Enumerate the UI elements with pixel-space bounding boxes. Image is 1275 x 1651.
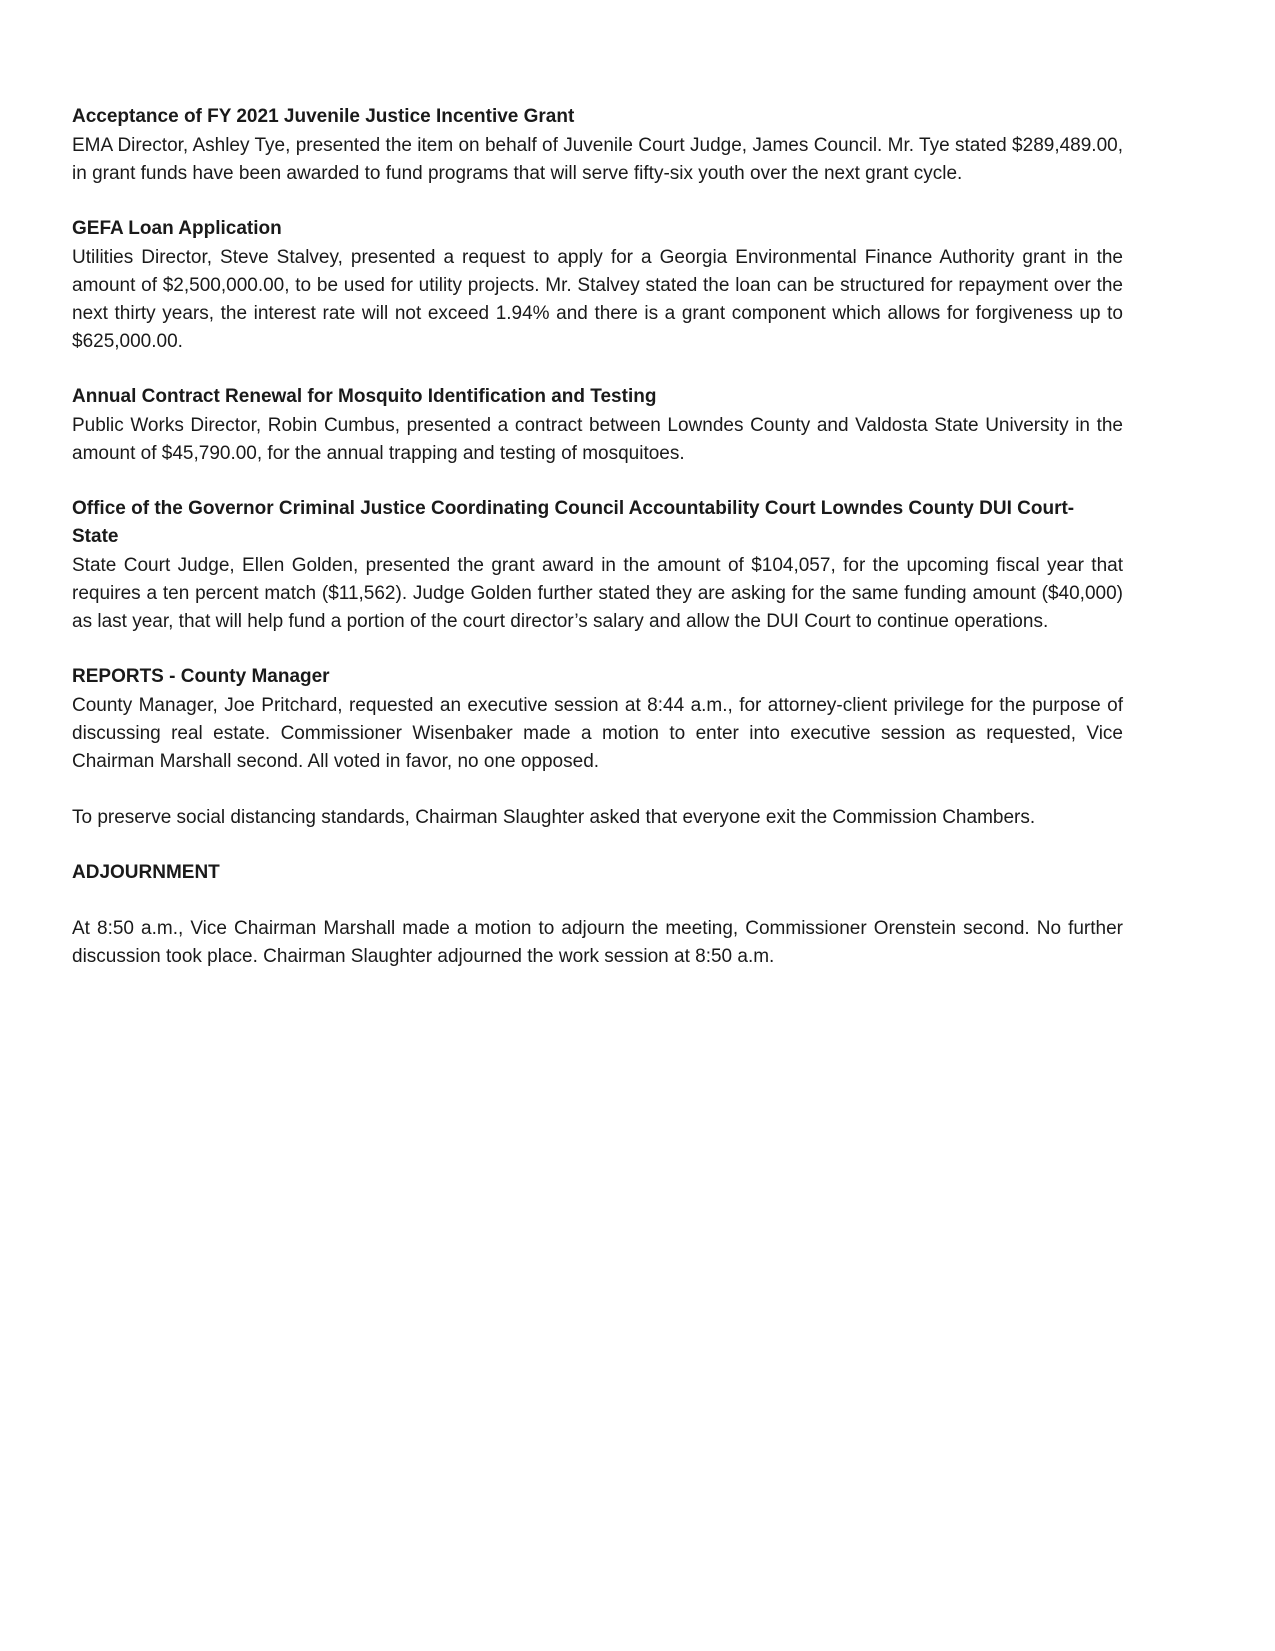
section-paragraph: County Manager, Joe Pritchard, requested an executive session at 8:44 a.m., for attorney-client privilege for the purpose of discussing real estate. Commissioner Wisenbaker made a motion to enter into executive session as requested, Vice Chairman Marshall second. All voted in favor, no one opposed. [72,695,1123,772]
section-paragraph: Utilities Director, Steve Stalvey, presented a request to apply for a Georgia Environmental Finance Authority grant in the amount of $2,500,000.00, to be used for utility projects. Mr. Stalvey stated the loan can be structured for repayment over the next thirty years, the interest rate will not exceed 1.94% and there is a grant component which allows for forgiveness up to $625,000.00. [72,247,1123,352]
section-paragraph: To preserve social distancing standards, Chairman Slaughter asked that everyone exit the Commission Chambers. [72,807,1036,828]
section-heading: Acceptance of FY 2021 Juvenile Justice Incentive Grant [72,106,575,127]
section-paragraph: State Court Judge, Ellen Golden, presented the grant award in the amount of $104,057, for the upcoming fiscal year that requires a ten percent match ($11,562). Judge Golden further stated they are asking for the same funding amount ($40,000) as last year, that will help fund a portion of the court director’s salary and allow the DUI Court to continue operations. [72,555,1123,632]
section-mosquito-contract-renewal [72,383,1123,468]
section-heading: GEFA Loan Application [72,218,282,239]
section-reports-county-manager [72,663,1123,832]
section-heading: ADJOURNMENT [72,862,220,883]
section-paragraph: EMA Director, Ashley Tye, presented the item on behalf of Juvenile Court Judge, James Council. Mr. Tye stated $289,489.00, in grant funds have been awarded to fund programs that will serve fifty-six youth over the next grant cycle. [72,135,1123,184]
section-adjournment [72,859,1123,971]
section-heading: Office of the Governor Criminal Justice Coordinating Council Accountability Court Lowndes County DUI Court- State [72,498,1075,547]
section-juvenile-justice-grant [72,103,1123,188]
section-paragraph: At 8:50 a.m., Vice Chairman Marshall made a motion to adjourn the meeting, Commissioner Orenstein second. No further discussion took place. Chairman Slaughter adjourned the work session at 8:50 a.m. [72,918,1123,967]
section-gefa-loan-application [72,215,1123,356]
section-heading: Annual Contract Renewal for Mosquito Identification and Testing [72,386,657,407]
section-dui-court-grant [72,495,1123,636]
section-paragraph: Public Works Director, Robin Cumbus, presented a contract between Lowndes County and Valdosta State University in the amount of $45,790.00, for the annual trapping and testing of mosquitoes. [72,415,1123,464]
section-heading: REPORTS - County Manager [72,666,330,687]
